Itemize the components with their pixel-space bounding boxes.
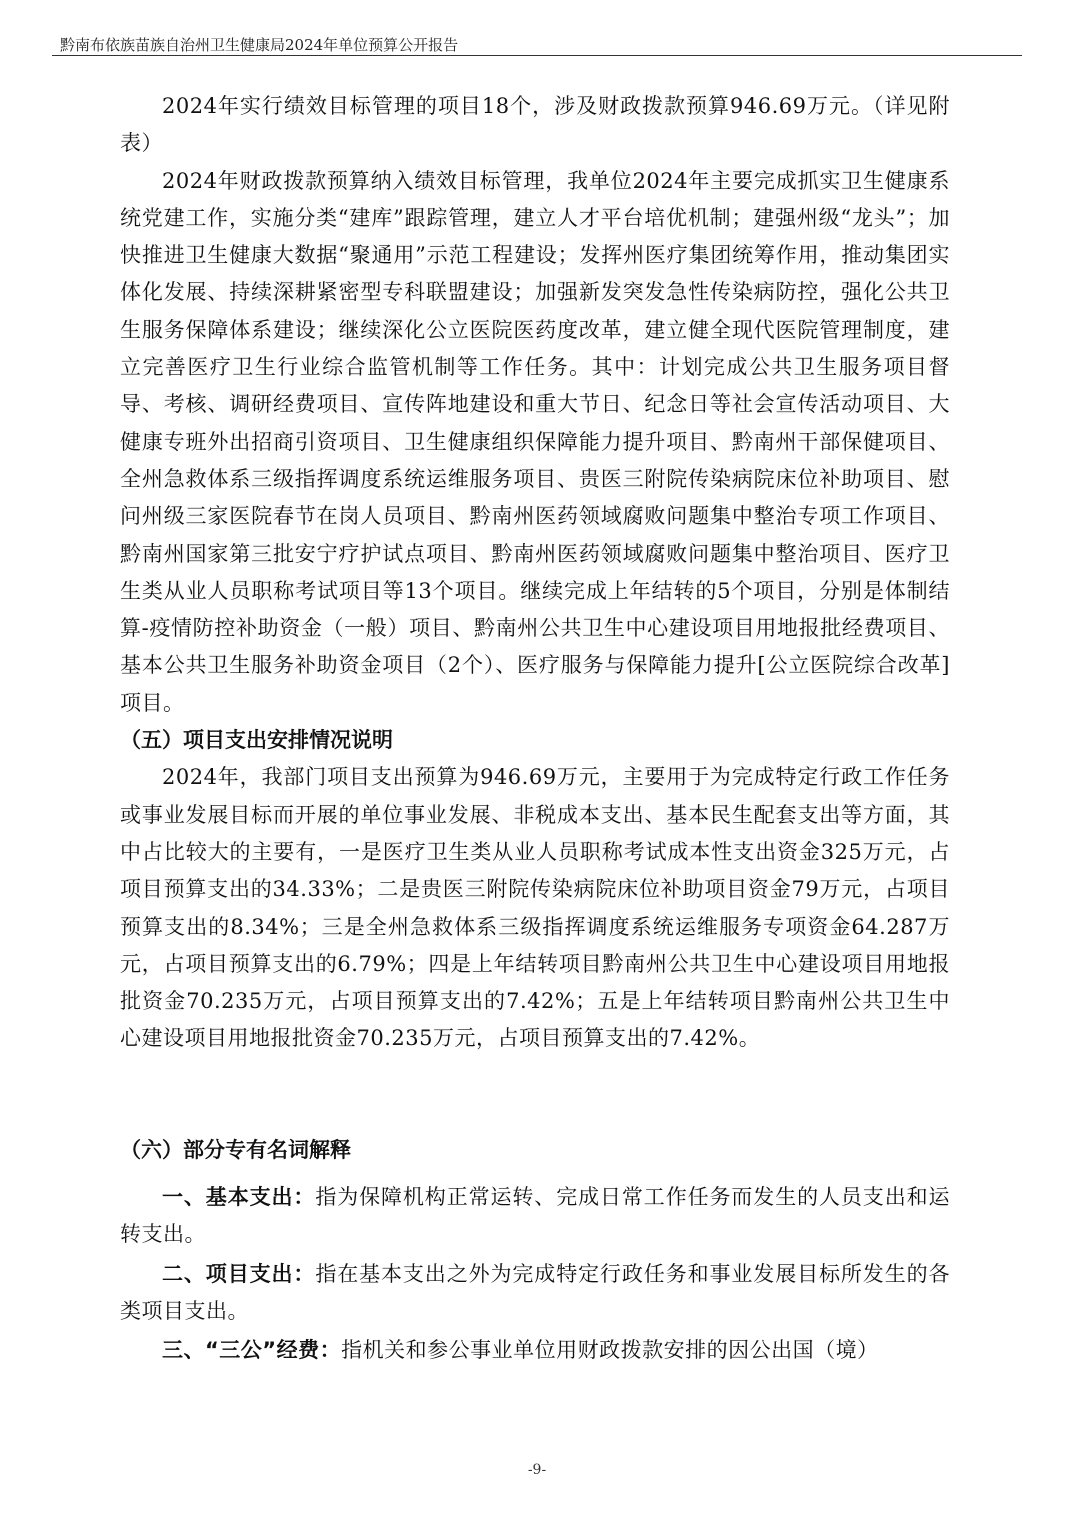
definition-text: 指为保障机构正常运转、完成日常工作任务而发生的人员支出和运转支出。 <box>120 1185 951 1247</box>
definition-basic-expenditure <box>120 1179 950 1254</box>
paragraph-performance-goals: 2024年财政拨款预算纳入绩效目标管理，我单位2024年主要完成抓实卫生健康系统党建工作，实施分类“建库”跟踪管理，建立人才平台培优机制；建强州级“龙头”；加快推进卫生健康大数据“聚通用”示范工程建设；发挥州医疗集团统筹作用，推动集团实体化发展、持续深耕紧密型专科联盟建设；加强新发突发急性传染病防控，强化公共卫生服务保障体系建设；继续深化公立医院医药度改革，建立健全现代医院管理制度，建立完善医疗卫生行业综合监管机制等工作任务。其中：计划完成公共卫生服务项目督导、考核、调研经费项目、宣传阵地建设和重大节日、纪念日等社会宣传活动项目、大健康专班外出招商引资项目、卫生健康组织保障能力提升项目、黔南州干部保健项目、全州急救体系三级指挥调度系统运维服务项目、贵医三附院传染病院床位补助项目、慰问州级三家医院春节在岗人员项目、黔南州医药领域腐败问题集中整治专项工作项目、黔南州国家第三批安宁疗护试点项目、黔南州医药领域腐败问题集中整治项目、医疗卫生类从业人员职称考试项目等13个项目。继续完成上年结转的5个项目，分别是体制结算-疫情防控补助资金（一般）项目、黔南州公共卫生中心建设项目用地报批经费项目、基本公共卫生服务补助资金项目（2个）、医疗服务与保障能力提升[公立医院综合改革]项目。 <box>120 168 950 715</box>
section-heading-5: （五）项目支出安排情况说明 <box>120 728 393 753</box>
page-number: -9- <box>527 1462 547 1478</box>
document-body <box>120 88 950 1372</box>
definition-text: 指在基本支出之外为完成特定行政任务和事业发展目标所发生的各类项目支出。 <box>120 1261 951 1323</box>
definition-term: 三、“三公”经费： <box>162 1338 342 1363</box>
header-divider <box>52 55 1022 56</box>
paragraph-project-expenditure: 2024年，我部门项目支出预算为946.69万元，主要用于为完成特定行政工作任务或事业发展目标而开展的单位事业发展、非税成本支出、基本民生配套支出等方面，其中占比较大的主要有，一是医疗卫生类从业人员职称考试成本性支出资金325万元，占项目预算支出的34.33%；二是贵医三附院传染病院床位补助项目资金79万元，占项目预算支出的8.34%；三是全州急救体系三级指挥调度系统运维服务专项资金64.287万元，占项目预算支出的6.79%；四是上年结转项目黔南州公共卫生中心建设项目用地报批资金70.235万元，占项目预算支出的7.42%；五是上年结转项目黔南州公共卫生中心建设项目用地报批资金70.235万元，占项目预算支出的7.42%。 <box>120 765 950 1051</box>
page-header-title: 黔南布依族苗族自治州卫生健康局2024年单位预算公开报告 <box>60 36 459 54</box>
definition-term: 二、项目支出： <box>162 1261 316 1286</box>
section-heading-6: （六）部分专有名词解释 <box>120 1137 351 1162</box>
definition-term: 一、基本支出： <box>162 1185 316 1210</box>
definition-three-public-funds <box>120 1332 950 1369</box>
definition-project-expenditure <box>120 1256 950 1331</box>
paragraph-performance-summary: 2024年实行绩效目标管理的项目18个，涉及财政拨款预算946.69万元。（详见附表） <box>120 94 950 156</box>
definition-text: 指机关和参公事业单位用财政拨款安排的因公出国（境） <box>341 1338 879 1363</box>
